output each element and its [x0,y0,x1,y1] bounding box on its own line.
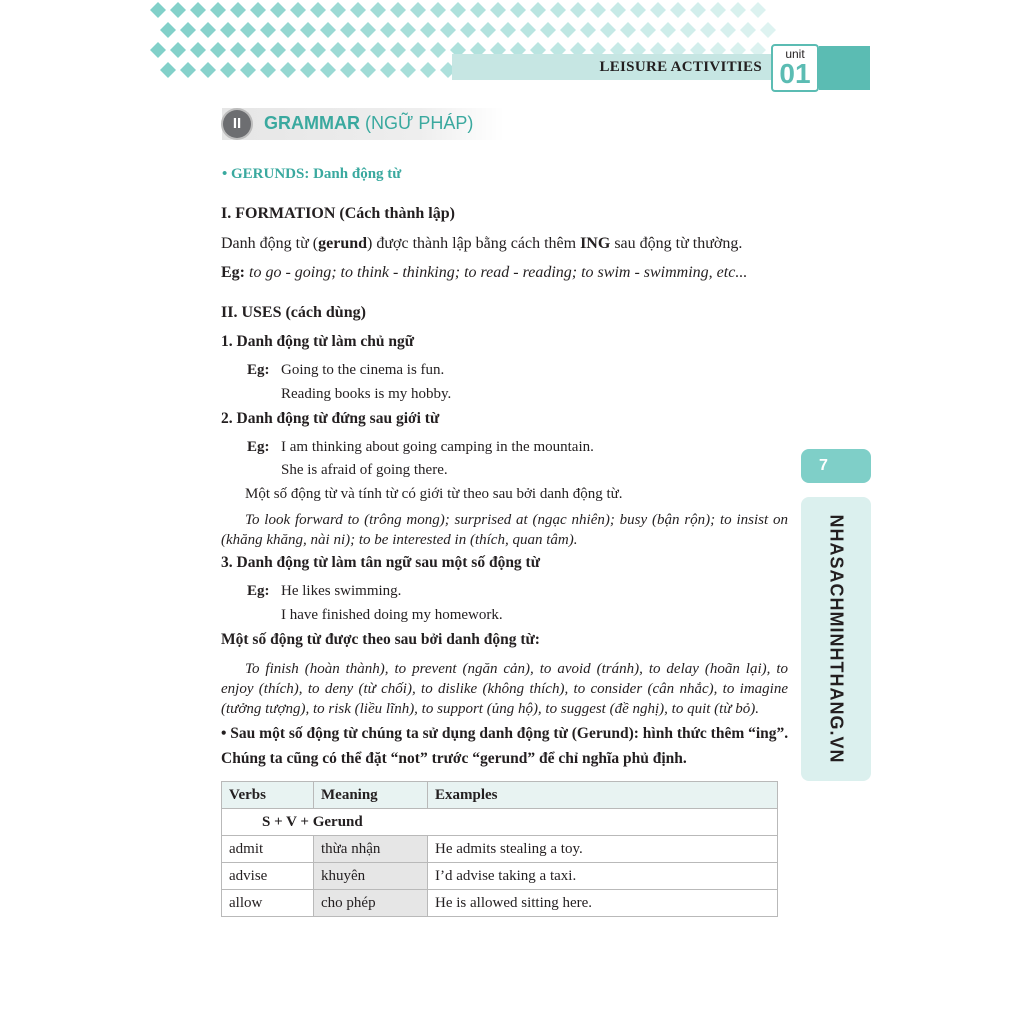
diamond-decoration [730,2,746,18]
diamond-decoration [270,42,286,58]
diamond-decoration [690,2,706,18]
use2-italic-list: To look forward to (trông mong); surprised at (ngạc nhiên); busy (bận rộn); to insist on (khăng khăng, nài ni); to be interested in (thích, quan tâm). [221,512,788,548]
use2-eg-label: Eg: [247,439,270,455]
use1-title: 1. Danh động từ làm chủ ngữ [221,333,415,350]
table-row [222,836,778,863]
table-cell-example: I’d advise taking a taxi. [428,863,778,890]
table-header-verbs: Verbs [222,782,314,809]
diamond-decoration [680,22,696,38]
table-pattern-row [222,809,778,836]
use1-example-2: Reading books is my hobby. [281,386,452,402]
gerunds-heading: • GERUNDS: Danh động từ [222,166,402,182]
use3-example-2: I have finished doing my homework. [281,607,503,623]
use2-example-2: She is afraid of going there. [281,462,448,478]
diamond-decoration [280,62,296,78]
diamond-decoration [760,22,776,38]
table-header-row [222,782,778,809]
diamond-decoration [220,22,236,38]
table-cell-meaning: cho phép [314,890,428,917]
diamond-decoration [460,22,476,38]
use3-eg-label: Eg: [247,583,270,599]
diamond-decoration [350,42,366,58]
diamond-decoration [430,2,446,18]
diamond-decoration [310,42,326,58]
diamond-decoration [410,42,426,58]
diamond-decoration [350,2,366,18]
diamond-decoration [750,2,766,18]
diamond-decoration [200,22,216,38]
diamond-decoration [300,62,316,78]
formation-example [221,264,747,282]
negative-note: • Sau một số động từ chúng ta sử dụng danh động từ (Gerund): hình thức thêm “ing”. Chúng ta cũng có thể đặt “not” trước “gerund” để chỉ nghĩa phủ định. [221,725,789,767]
page-number: 7 [801,449,871,483]
diamond-decoration [600,22,616,38]
use1-eg-label: Eg: [247,362,270,378]
diamond-decoration [570,2,586,18]
diamond-decoration [540,22,556,38]
section-title [264,113,473,134]
verbs-list: To finish (hoàn thành), to prevent (ngăn cản), to avoid (tránh), to delay (hoãn lại), to enjoy (thích), to deny (từ chối), to dislike (không thích), to consider (cân nhắc), to imagine (tưởng tượng), to risk (liều lĩnh), to support (ủng hộ), to suggest (đề nghị), to quit (từ bỏ). [221,661,788,717]
diamond-decoration [650,2,666,18]
diamond-decoration [370,2,386,18]
formation-text-2: ) được thành lập bằng cách thêm [367,235,581,252]
diamond-decoration [150,2,166,18]
diamond-decoration [240,62,256,78]
table-cell-verb: admit [222,836,314,863]
diamond-decoration [220,62,236,78]
diamond-decoration [390,2,406,18]
formation-eg-label: Eg: [221,264,245,281]
diamond-decoration [170,2,186,18]
use2-note: Một số động từ và tính từ có giới từ theo sau bởi danh động từ. [245,486,623,502]
diamond-decoration [210,2,226,18]
diamond-decoration [280,22,296,38]
gerund-verbs-table [221,781,778,917]
diamond-decoration [410,2,426,18]
table-row [222,863,778,890]
diamond-decoration [230,2,246,18]
use3-title: 3. Danh động từ làm tân ngữ sau một số động từ [221,554,541,571]
diamond-decoration [700,22,716,38]
diamond-decoration [580,22,596,38]
use1-example-1: Going to the cinema is fun. [281,362,445,378]
diamond-decoration [530,2,546,18]
unit-badge [771,44,819,92]
table-cell-verb: advise [222,863,314,890]
diamond-decoration [230,42,246,58]
diamond-decoration [330,2,346,18]
diamond-decoration [340,62,356,78]
diamond-decoration [290,2,306,18]
diamond-decoration [310,2,326,18]
table-row [222,890,778,917]
site-watermark: NHASACHMINHTHANG.VN [826,514,847,764]
table-cell-example: He is allowed sitting here. [428,890,778,917]
diamond-decoration [560,22,576,38]
diamond-decoration [170,42,186,58]
formation-text-3: sau động từ thường. [610,235,743,252]
diamond-decoration [400,62,416,78]
diamond-decoration [340,22,356,38]
diamond-decoration [420,22,436,38]
diamond-decoration [480,22,496,38]
table-cell-meaning: thừa nhận [314,836,428,863]
diamond-decoration [490,2,506,18]
table-cell-example: He admits stealing a toy. [428,836,778,863]
section-title-rest: (NGỮ PHÁP) [360,113,474,133]
formation-heading: I. FORMATION (Cách thành lập) [221,205,455,222]
formation-bold-ing: ING [580,235,611,252]
diamond-decoration [360,22,376,38]
diamond-decoration [380,22,396,38]
diamond-decoration [610,2,626,18]
unit-label: unit [785,47,805,61]
diamond-decoration [440,22,456,38]
diamond-decoration [320,22,336,38]
diamond-decoration [420,62,436,78]
table-pattern: S + V + Gerund [222,809,778,836]
diamond-decoration [360,62,376,78]
topic-title: LEISURE ACTIVITIES [599,58,762,75]
diamond-decoration [640,22,656,38]
diamond-decoration [260,62,276,78]
diamond-decoration [180,22,196,38]
diamond-decoration [500,22,516,38]
diamond-decoration [330,42,346,58]
diamond-decoration [660,22,676,38]
diamond-decoration [290,42,306,58]
diamond-decoration [190,42,206,58]
diamond-decoration [250,42,266,58]
diamond-decoration [720,22,736,38]
diamond-decoration [260,22,276,38]
diamond-decoration [180,62,196,78]
use2-title: 2. Danh động từ đứng sau giới từ [221,410,440,427]
diamond-decoration [300,22,316,38]
diamond-decoration [470,2,486,18]
diamond-decoration [380,62,396,78]
diamond-decoration [430,42,446,58]
verbs-heading: Một số động từ được theo sau bởi danh động từ: [221,631,540,648]
diamond-decoration [250,2,266,18]
diamond-decoration [370,42,386,58]
diamond-decoration [670,2,686,18]
section-number-badge: II [223,110,251,138]
table-header-meaning: Meaning [314,782,428,809]
formation-text [221,235,742,253]
diamond-decoration [520,22,536,38]
diamond-decoration [400,22,416,38]
diamond-decoration [450,2,466,18]
diamond-decoration [550,2,566,18]
unit-number: 01 [779,58,811,89]
table-header-examples: Examples [428,782,778,809]
diamond-decoration [270,2,286,18]
diamond-decoration [210,42,226,58]
diamond-decoration [150,42,166,58]
formation-eg-text: to go - going; to think - thinking; to read - reading; to swim - swimming, etc... [245,264,748,281]
diamond-decoration [620,22,636,38]
diamond-decoration [590,2,606,18]
diamond-decoration [630,2,646,18]
diamond-decoration [160,22,176,38]
table-cell-meaning: khuyên [314,863,428,890]
formation-text-1: Danh động từ ( [221,235,319,252]
table-cell-verb: allow [222,890,314,917]
diamond-decoration [320,62,336,78]
diamond-decoration [200,62,216,78]
diamond-decoration [160,62,176,78]
unit-tab [819,46,870,90]
formation-bold-gerund: gerund [318,235,368,252]
diamond-decoration [710,2,726,18]
section-title-bold: GRAMMAR [264,113,360,133]
use3-example-1: He likes swimming. [281,583,402,599]
use2-example-1: I am thinking about going camping in the mountain. [281,439,594,455]
diamond-decoration [190,2,206,18]
diamond-decoration [390,42,406,58]
uses-heading: II. USES (cách dùng) [221,304,366,321]
topic-bar [452,54,774,80]
diamond-decoration [740,22,756,38]
diamond-decoration [510,2,526,18]
diamond-decoration [240,22,256,38]
